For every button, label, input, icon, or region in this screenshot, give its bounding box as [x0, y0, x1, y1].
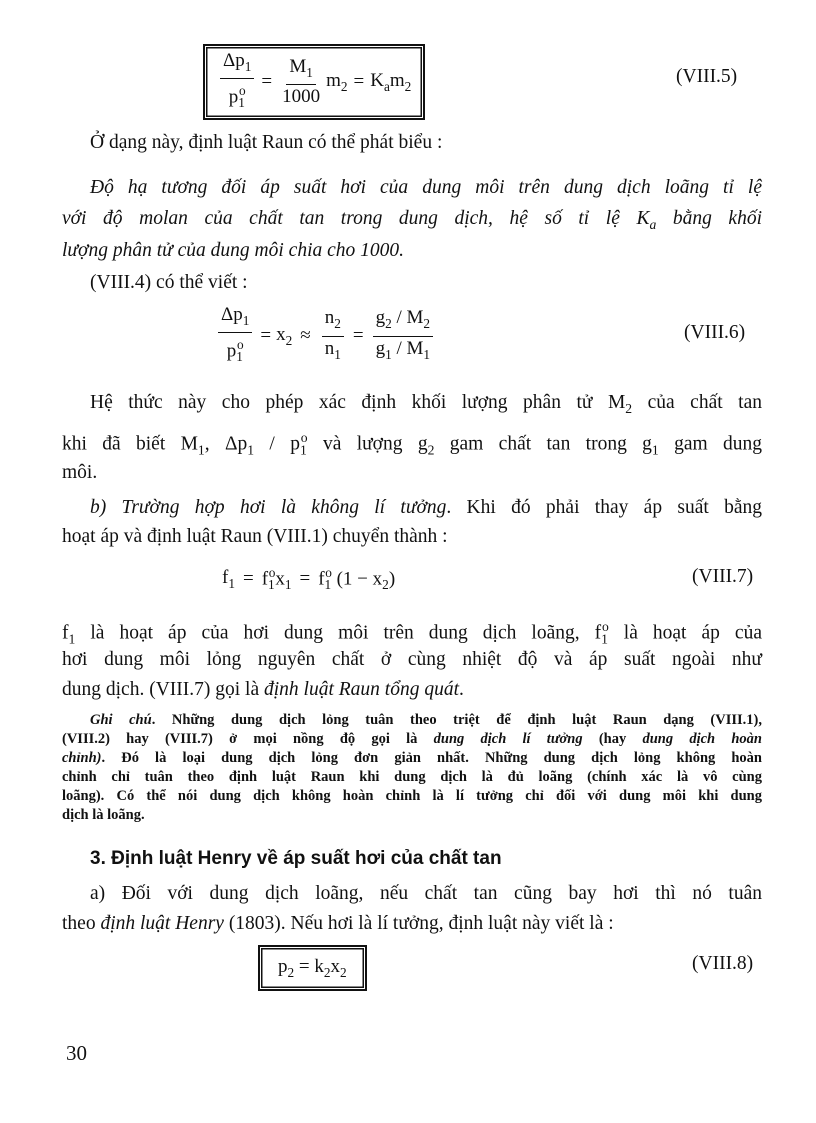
note-line-1: Ghi chú. Những dung dịch lỏng tuân theo triệt để định luật Raun dạng (VIII.1),	[90, 712, 762, 728]
note-line-4: chỉnh chỉ tuân theo định luật Raun khi dung dịch là đủ loãng (chính xác là vô cùng	[62, 769, 762, 785]
law-statement-line-1: Độ hạ tương đối áp suất hơi của dung môi trên dung dịch loãng tỉ lệ	[90, 177, 762, 198]
equation-label-viii6: (VIII.6)	[684, 322, 746, 343]
paragraph-activity-line-1: $f_1$ là hoạt áp của hơi dung môi trên dung dịch loãng, $f_1^o$ là hoạt áp của	[62, 619, 762, 647]
note-line-6: dịch là loãng.	[62, 807, 145, 823]
equation-viii5-box: $\frac{\Delta p_1}{p_1^o}$ = $\frac{M_1}{1000}$ $m_2$ = $K_am_2$	[203, 44, 425, 120]
paragraph-non-ideal-line-2: hoạt áp và định luật Raun (VIII.1) chuyển thành :	[62, 526, 448, 547]
page-number: 30	[66, 1041, 87, 1065]
paragraph-viii4: (VIII.4) có thể viết :	[90, 272, 248, 293]
equation-viii7: $f_1$ = $f_1^ox_1$ = $f_1^o$ $(1 - x_2)$	[222, 564, 396, 593]
equation-label-viii5: (VIII.5)	[676, 66, 738, 87]
paragraph-formula-usage-line-2: khi đã biết $M_1$, $\Delta p_1 / p_1^o$ và lượng $g_2$ gam chất tan trong $g_1$ gam dung	[62, 430, 762, 458]
paragraph-intro: Ở dạng này, định luật Raun có thể phát biểu :	[90, 132, 443, 153]
note-line-5: loãng). Có thể nói dung dịch không hoàn chỉnh là lí tưởng chỉ đối với dung môi khi dung	[62, 788, 762, 804]
equation-label-viii8: (VIII.8)	[692, 953, 754, 974]
paragraph-formula-usage-line-1: Hệ thức này cho phép xác định khối lượng phân tử $M_2$ của chất tan	[90, 392, 762, 416]
note-line-3: chỉnh). Đó là loại dung dịch lỏng đơn giản nhất. Những dung dịch lỏng không hoàn	[62, 750, 762, 766]
paragraph-activity-line-2: hơi dung môi lỏng nguyên chất ở cùng nhiệt độ và áp suất ngoài như	[62, 649, 762, 670]
fraction-delta-p1-over-p1o: $\frac{\Delta p_1}{p_1^o}$	[220, 49, 254, 116]
law-statement-line-3: lượng phân tử của dung môi chia cho 1000.	[62, 240, 405, 261]
equation-viii6: $\frac{\Delta p_1}{p_1^o}$ = $x_2$ ≈ $\frac{n_2}{n_1}$ = $\frac{g_2 / M_2}{g_1 / M_1}$	[215, 304, 436, 368]
note-line-2: (VIII.2) hay (VIII.7) ở mọi nồng độ gọi là dung dịch lí tưởng (hay dung dịch hoàn	[62, 731, 762, 747]
fraction-m1-over-1000: $\frac{M_1}{1000}$	[282, 55, 321, 108]
law-statement-line-2: với độ molan của chất tan trong dung dịch, hệ số tỉ lệ $K_a$ bằng khối	[62, 208, 762, 232]
section-heading-henry: 3. Định luật Henry về áp suất hơi của chất tan	[90, 848, 502, 869]
paragraph-henry-line-2: theo định luật Henry (1803). Nếu hơi là lí tưởng, định luật này viết là :	[62, 913, 614, 934]
paragraph-non-ideal-line-1: b) Trường hợp hơi là không lí tưởng. Khi đó phải thay áp suất bằng	[90, 497, 762, 518]
paragraph-henry-line-1: a) Đối với dung dịch loãng, nếu chất tan cũng bay hơi thì nó tuân	[90, 883, 762, 904]
paragraph-activity-line-3: dung dịch. (VIII.7) gọi là định luật Raun tổng quát.	[62, 679, 464, 700]
equation-viii8-box: $p_2 = k_2x_2$	[258, 945, 367, 991]
equation-label-viii7: (VIII.7)	[692, 566, 754, 587]
paragraph-formula-usage-line-3: môi.	[62, 462, 98, 483]
